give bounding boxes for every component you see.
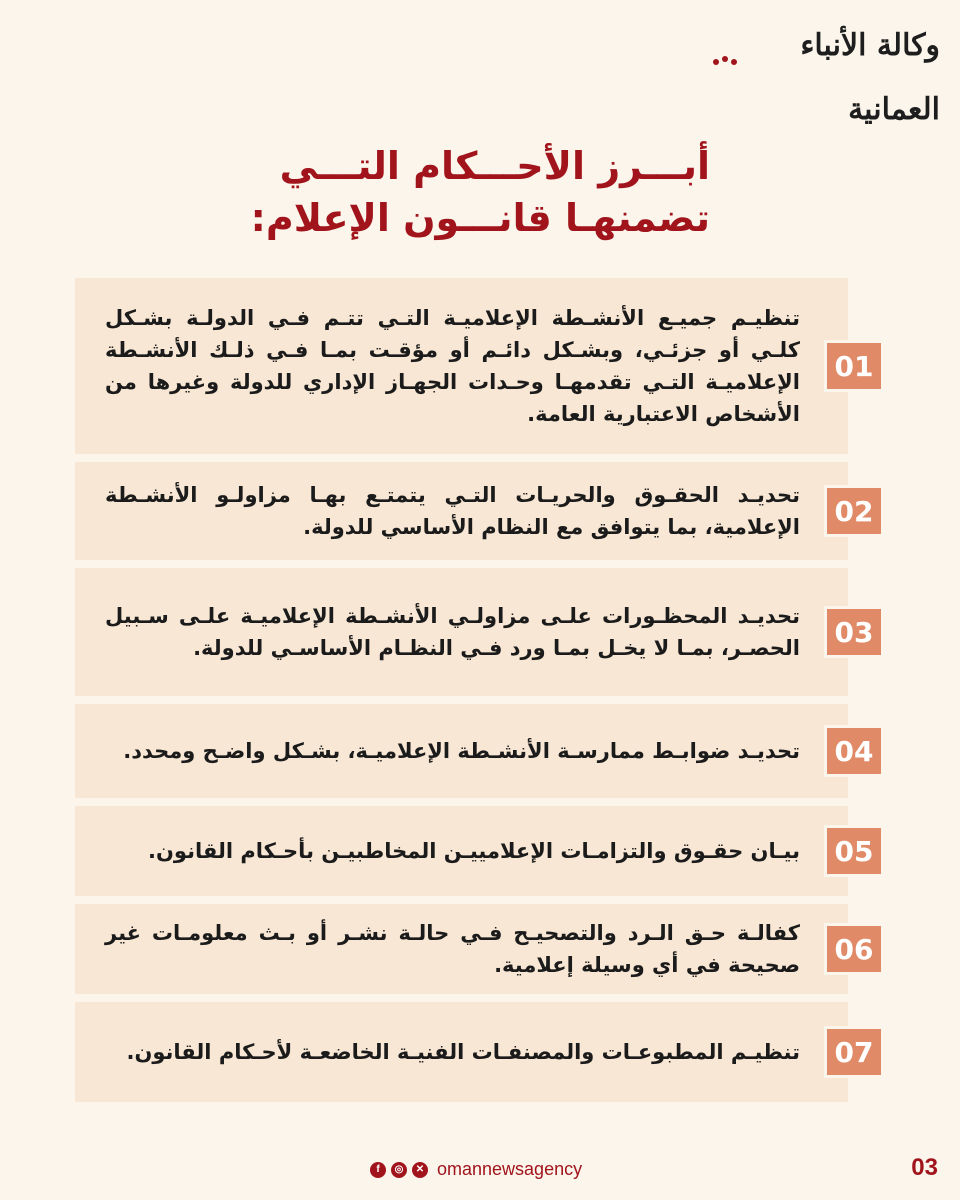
item-text: تنظيـم المطبوعـات والمصنفـات الفنيـة الخاضعـة لأحـكام القانون. xyxy=(126,1040,800,1064)
logo-ornament-icon xyxy=(710,54,740,70)
title-line-2: تضمنهـا قانـــون الإعلام: xyxy=(250,196,710,240)
item-number-badge: 04 xyxy=(824,725,884,777)
agency-logo xyxy=(710,14,940,127)
item-text: كفالـة حـق الـرد والتصحيـح فـي حالـة نشـر أو بـث معلومـات غير صحيحة في أي وسيلة إعلامية. xyxy=(105,921,800,977)
page-number: 03 xyxy=(911,1154,938,1181)
social-handle[interactable]: omannewsagency xyxy=(437,1159,583,1179)
social-footer xyxy=(370,1159,582,1180)
item-number-badge: 02 xyxy=(824,485,884,537)
x-icon[interactable]: ✕ xyxy=(412,1162,428,1178)
facebook-icon[interactable]: f xyxy=(370,1162,386,1178)
logo-text: وكالة الأنباء العمانية xyxy=(800,28,940,127)
page-title xyxy=(170,140,710,244)
list-item xyxy=(75,278,874,454)
list-item xyxy=(75,806,874,896)
item-number-badge: 06 xyxy=(824,923,884,975)
item-text: تحديـد المحظـورات علـى مزاولـي الأنشـطة الإعلاميـة علـى سـبيل الحصـر، بمـا لا يخـل بمـا ورد فـي النظـام الأساسـي للدولة. xyxy=(105,604,800,660)
item-text: تحديـد ضوابـط ممارسـة الأنشـطة الإعلاميـة، بشـكل واضـح ومحدد. xyxy=(123,739,800,763)
list-item xyxy=(75,1002,874,1102)
list-item xyxy=(75,462,874,560)
item-text: تحديـد الحقـوق والحريـات التـي يتمتـع بهـا مزاولـو الأنشـطة الإعلامية، بما يتوافق مع النظام الأساسي للدولة. xyxy=(105,483,800,539)
item-number-badge: 07 xyxy=(824,1026,884,1078)
item-number-badge: 03 xyxy=(824,606,884,658)
item-text: تنظيـم جميـع الأنشـطة الإعلاميـة التـي تتـم فـي الدولـة بشـكل كلـي أو جزئـي، وبشـكل دائـم أو مؤقـت بمـا فـي ذلـك الأنشـطة الإعلاميـة التـي تقدمهـا وحـدات الجهـاز الإداري للدولة وغيرها من الأشخاص الاعتبارية العامة. xyxy=(105,306,800,426)
item-number-badge: 05 xyxy=(824,825,884,877)
list-item xyxy=(75,904,874,994)
provisions-list xyxy=(75,278,874,1102)
item-number-badge: 01 xyxy=(824,340,884,392)
instagram-icon[interactable]: ◎ xyxy=(391,1162,407,1178)
title-line-1: أبـــرز الأحـــكام التـــي xyxy=(279,144,710,188)
list-item xyxy=(75,704,874,798)
item-text: بيـان حقـوق والتزامـات الإعلامييـن المخاطبيـن بأحـكام القانون. xyxy=(148,839,800,863)
list-item xyxy=(75,568,874,696)
